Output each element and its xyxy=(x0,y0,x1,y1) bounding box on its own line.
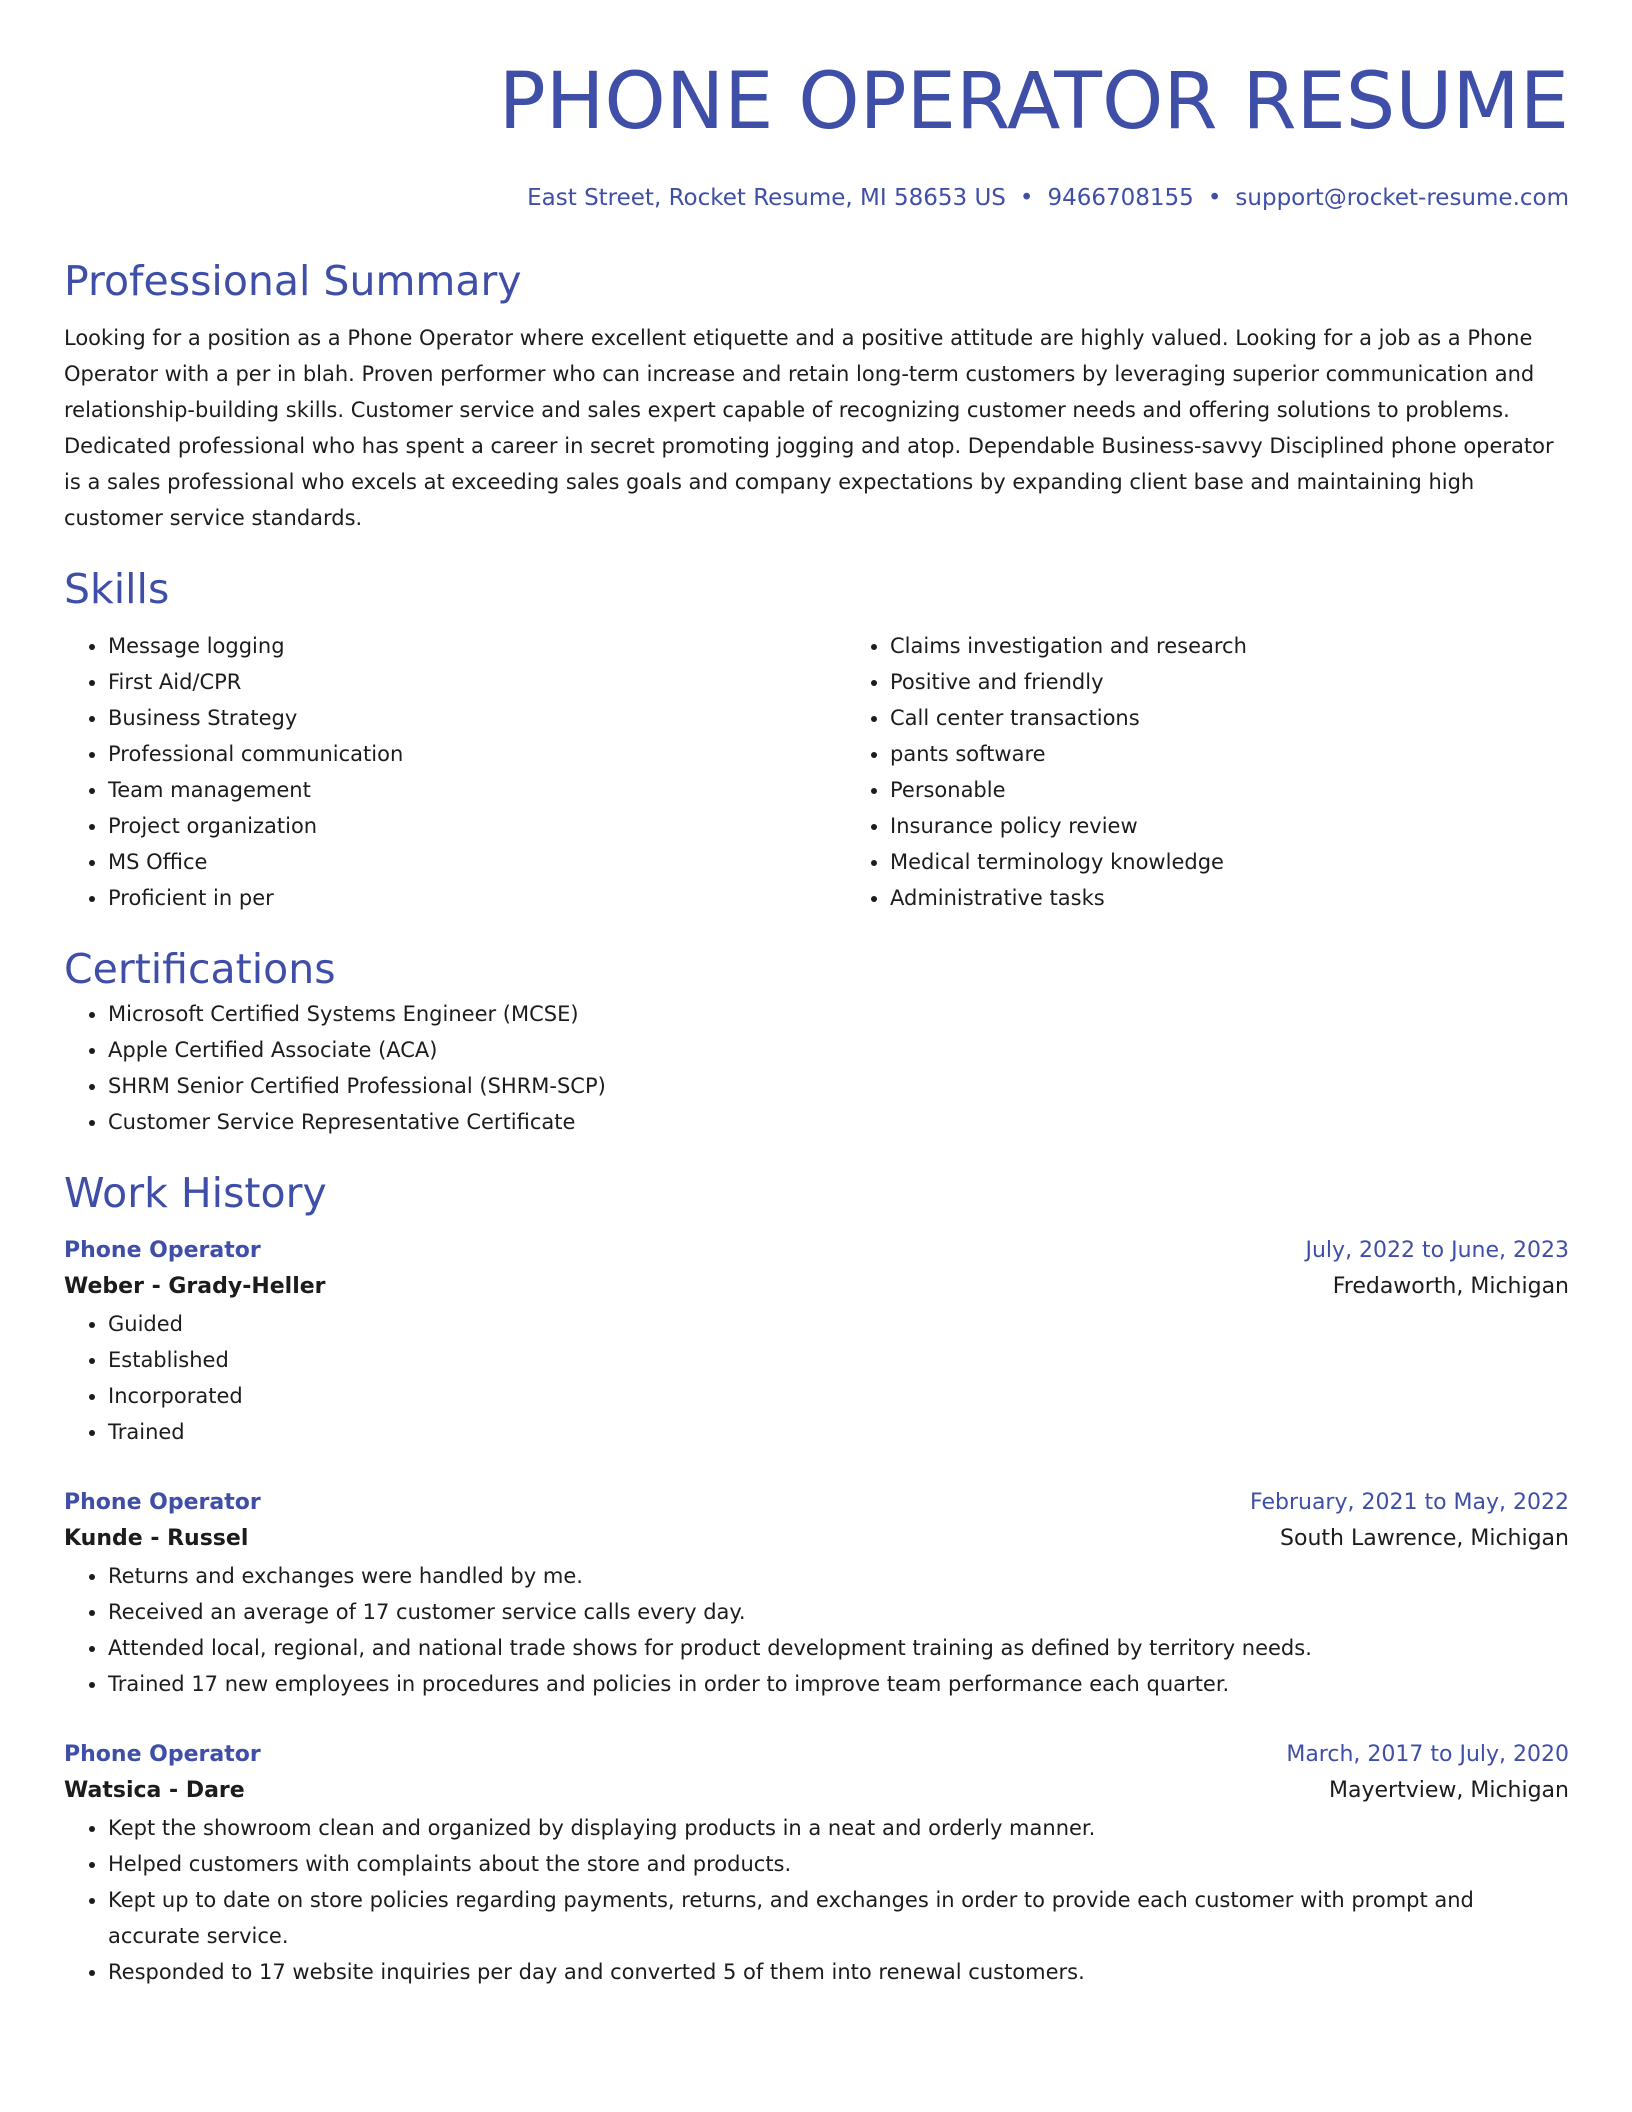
job-bullet: • Attended local, regional, and national trade shows for product development training as defined by territory needs. xyxy=(108,1630,1569,1666)
skill-item: • Business Strategy xyxy=(108,700,846,736)
certification-item: • SHRM Senior Certified Professional (SHRM-SCP) xyxy=(108,1068,1569,1104)
job-company: Weber - Grady-Heller xyxy=(64,1274,326,1299)
contact-phone: 9466708155 xyxy=(1047,185,1194,211)
certification-item: • Microsoft Certified Systems Engineer (MCSE) xyxy=(108,996,1569,1032)
skill-item: • Proficient in per xyxy=(108,880,846,916)
job-title-row xyxy=(64,1486,1569,1520)
job-bullet: • Returns and exchanges were handled by me. xyxy=(108,1558,1569,1594)
work-history-heading: Work History xyxy=(64,1169,327,1217)
job-location: Fredaworth, Michigan xyxy=(1332,1274,1569,1299)
job-company: Kunde - Russel xyxy=(64,1526,249,1551)
work-history-section xyxy=(64,1166,1569,1990)
job-title-row xyxy=(64,1738,1569,1772)
skill-item: • Project organization xyxy=(108,808,846,844)
job-bullet-list xyxy=(64,1810,1569,1990)
skill-item: • Personable xyxy=(890,772,1247,808)
job-bullet: • Incorporated xyxy=(108,1378,1569,1414)
skill-item: • Medical terminology knowledge xyxy=(890,844,1247,880)
job-bullet: • Helped customers with complaints about the store and products. xyxy=(108,1846,1569,1882)
skills-right-list xyxy=(846,628,1247,916)
skill-item: • Message logging xyxy=(108,628,846,664)
job-location: Mayertview, Michigan xyxy=(1329,1778,1569,1803)
resume-header xyxy=(64,52,1569,214)
skills-grid xyxy=(64,628,1569,916)
job-bullet: • Kept up to date on store policies regarding payments, returns, and exchanges in order to provide each customer with prompt and accurate service. xyxy=(108,1882,1569,1954)
job-title-row xyxy=(64,1234,1569,1268)
job-bullet: • Guided xyxy=(108,1306,1569,1342)
skill-item: • Administrative tasks xyxy=(890,880,1247,916)
job-bullet: • Trained 17 new employees in procedures and policies in order to improve team performance each quarter. xyxy=(108,1666,1569,1702)
contact-line xyxy=(64,182,1569,214)
job-bullet-list xyxy=(64,1558,1569,1702)
skill-item: • First Aid/CPR xyxy=(108,664,846,700)
job-dates: March, 2017 to July, 2020 xyxy=(1286,1742,1569,1767)
contact-separator: • xyxy=(1207,185,1222,211)
skills-section xyxy=(64,562,1569,916)
skill-item: • Call center transactions xyxy=(890,700,1247,736)
job-bullet: • Kept the showroom clean and organized by displaying products in a neat and orderly manner. xyxy=(108,1810,1569,1846)
job-dates: February, 2021 to May, 2022 xyxy=(1250,1490,1569,1515)
job-company-row xyxy=(64,1772,1569,1810)
skill-item: • Professional communication xyxy=(108,736,846,772)
certification-item: • Customer Service Representative Certificate xyxy=(108,1104,1569,1140)
summary-heading: Professional Summary xyxy=(64,257,522,305)
contact-address: East Street, Rocket Resume, MI 58653 US xyxy=(527,185,1006,211)
job-dates: July, 2022 to June, 2023 xyxy=(1305,1238,1569,1263)
job-company-row xyxy=(64,1520,1569,1558)
job-title: Phone Operator xyxy=(64,1238,261,1263)
skill-item: • Claims investigation and research xyxy=(890,628,1247,664)
skills-heading: Skills xyxy=(64,565,170,613)
contact-separator: • xyxy=(1019,185,1034,211)
certifications-section xyxy=(64,942,1569,1140)
certifications-list xyxy=(64,996,1569,1140)
certifications-heading: Certifications xyxy=(64,945,336,993)
job-company-row xyxy=(64,1268,1569,1306)
job-title: Phone Operator xyxy=(64,1742,261,1767)
resume-name: PHONE OPERATOR RESUME xyxy=(498,57,1569,147)
job-bullet: • Established xyxy=(108,1342,1569,1378)
skill-item: • Team management xyxy=(108,772,846,808)
job-title: Phone Operator xyxy=(64,1490,261,1515)
job-entry xyxy=(64,1486,1569,1702)
job-bullet: • Trained xyxy=(108,1414,1569,1450)
job-bullet: • Responded to 17 website inquiries per day and converted 5 of them into renewal customers. xyxy=(108,1954,1569,1990)
job-company: Watsica - Dare xyxy=(64,1778,245,1803)
skill-item: • pants software xyxy=(890,736,1247,772)
job-bullet-list xyxy=(64,1306,1569,1450)
job-bullet: • Received an average of 17 customer service calls every day. xyxy=(108,1594,1569,1630)
job-entry xyxy=(64,1234,1569,1450)
skill-item: • MS Office xyxy=(108,844,846,880)
skill-item: • Insurance policy review xyxy=(890,808,1247,844)
summary-section xyxy=(64,254,1569,536)
job-entry xyxy=(64,1738,1569,1990)
summary-text: Looking for a position as a Phone Operator where excellent etiquette and a positive attitude are highly valued. Looking for a job as a Phone Operator with a per in blah. Proven performer who can increase and retain long-term customers by leveraging superior communication and relationship-building skills. Customer service and sales expert capable of recognizing customer needs and offering solutions to problems. Dedicated professional who has spent a career in secret promoting jogging and atop. Dependable Business-savvy Disciplined phone operator is a sales professional who excels at exceeding sales goals and company expectations by expanding client base and maintaining high customer service standards. xyxy=(64,326,1554,530)
contact-email[interactable]: support@rocket-resume.com xyxy=(1235,185,1569,211)
skills-left-list xyxy=(64,628,846,916)
certification-item: • Apple Certified Associate (ACA) xyxy=(108,1032,1569,1068)
job-location: South Lawrence, Michigan xyxy=(1280,1526,1569,1551)
skill-item: • Positive and friendly xyxy=(890,664,1247,700)
